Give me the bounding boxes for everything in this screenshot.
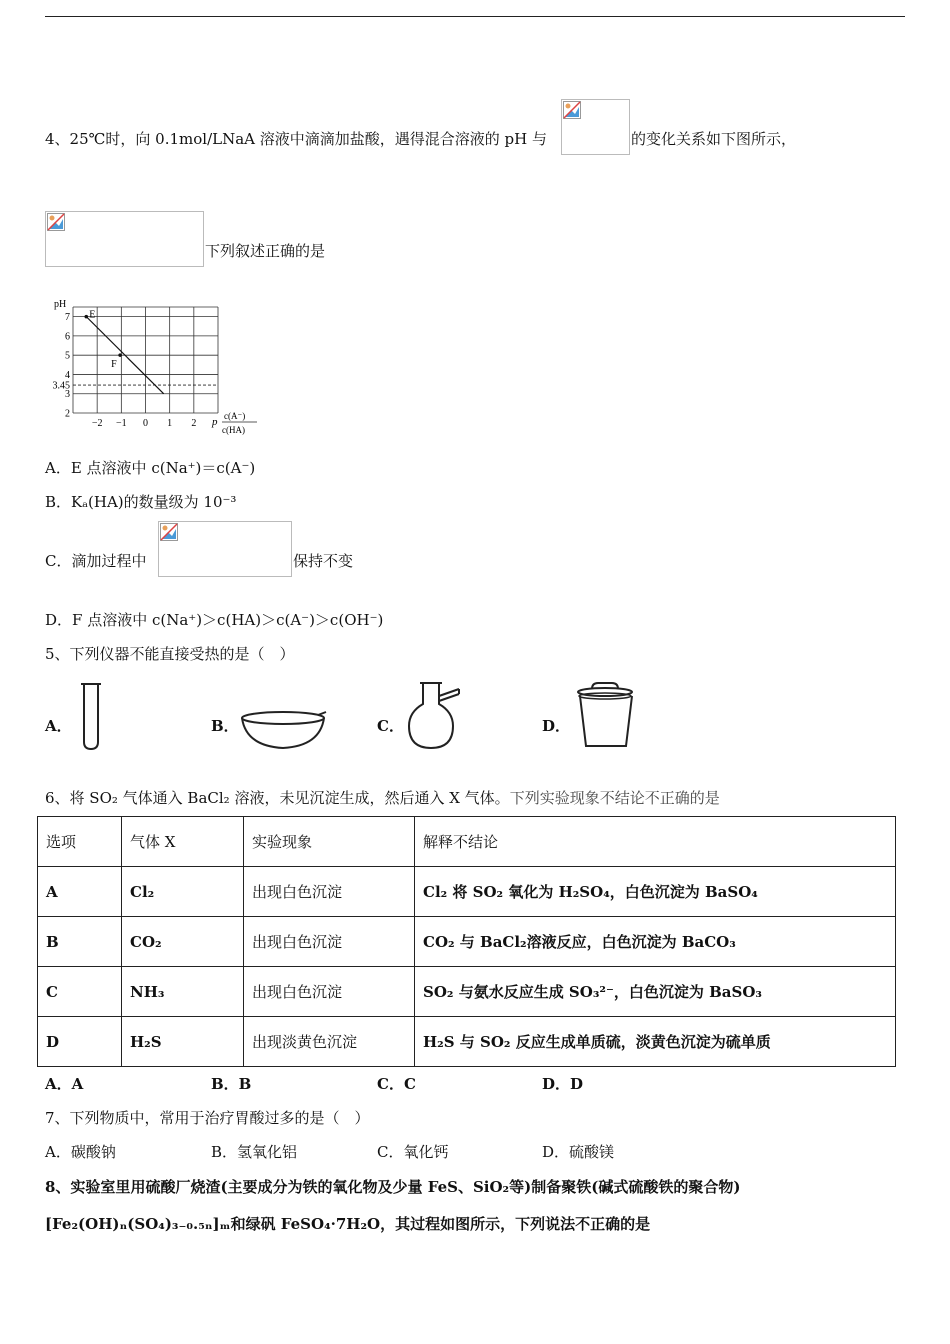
q6-stem-a: 6、将 SO₂ 气体通入 BaCl₂ 溶液，未见沉淀生成，然后通入 X 气体。 — [45, 789, 510, 807]
top-rule — [45, 16, 905, 17]
evaporating-dish-icon — [238, 706, 328, 754]
y-tick-label: 3 — [65, 389, 70, 401]
x-tick-label: 1 — [167, 418, 173, 429]
q4-stem-b: 的变化关系如下图所示， — [631, 130, 797, 148]
q7-stem: 7、下列物质中，常用于治疗胃酸过多的是（ ） — [45, 1109, 370, 1127]
table-header: 实验现象 — [244, 817, 415, 867]
crucible-icon — [570, 682, 642, 754]
table-row — [38, 1017, 896, 1067]
data-point — [84, 315, 88, 319]
broken-image-icon — [561, 99, 630, 155]
table-cell: 出现白色沉淀 — [244, 967, 415, 1017]
q5-label-d: D． — [542, 717, 571, 735]
y-tick-label: 3.45 — [52, 380, 70, 392]
table-cell: Cl₂ 将 SO₂ 氧化为 H₂SO₄，白色沉淀为 BaSO₄ — [415, 867, 896, 917]
round-bottom-flask-icon — [403, 680, 473, 752]
table-header: 解释不结论 — [415, 817, 896, 867]
table-row — [38, 867, 896, 917]
q6-stem — [45, 787, 720, 808]
y-axis-label: pH — [54, 299, 67, 310]
q4-option-c-b: 保持不变 — [293, 552, 354, 570]
table-cell: A — [38, 867, 122, 917]
q6-stem-b: 下列实验现象不结论不正确的是 — [509, 789, 720, 807]
x-tick-label: −1 — [116, 418, 127, 429]
table-cell: H₂S — [122, 1017, 244, 1067]
table-cell: CO₂ — [122, 917, 244, 967]
x-axis-label-p: p — [212, 416, 218, 428]
table-cell: SO₂ 与氨水反应生成 SO₃²⁻，白色沉淀为 BaSO₃ — [415, 967, 896, 1017]
broken-image-icon — [45, 211, 204, 267]
table-header: 气体 X — [122, 817, 244, 867]
q7-answer-a: A．碳酸钠 — [45, 1143, 116, 1161]
x-tick-label: 2 — [191, 418, 197, 429]
q6-answer-b: B．B — [211, 1075, 252, 1093]
table-cell: D — [38, 1017, 122, 1067]
table-cell: C — [38, 967, 122, 1017]
q5-stem: 5、下列仪器不能直接受热的是（ ） — [45, 645, 295, 663]
table-cell: 出现淡黄色沉淀 — [244, 1017, 415, 1067]
point-label: F — [111, 359, 117, 371]
table-cell: 出现白色沉淀 — [244, 917, 415, 967]
q5-label-a: A． — [45, 717, 72, 735]
q6-answer-c: C．C — [377, 1075, 416, 1093]
y-tick-label: 4 — [65, 369, 70, 381]
table-cell: 出现白色沉淀 — [244, 867, 415, 917]
q5-label-b: B． — [211, 717, 239, 735]
y-tick-label: 7 — [65, 312, 70, 324]
q4-stem-a: 4、25℃时，向 0.1mol/LNaA 溶液中滴滴加盐酸，遇得混合溶液的 pH 与 — [45, 130, 547, 148]
table-header: 选项 — [38, 817, 122, 867]
y-tick-label: 6 — [65, 331, 70, 343]
q6-table — [37, 816, 896, 1067]
q4-option-a: A．E 点溶液中 c(Na⁺)＝c(A⁻) — [45, 459, 256, 477]
table-cell: NH₃ — [122, 967, 244, 1017]
q8-stem-b: [Fe₂(OH)ₙ(SO₄)₃₋₀.₅ₙ]ₘ和绿矾 FeSO₄·7H₂O，其过程如图所示，下列说法不正确的是 — [45, 1215, 651, 1233]
q8-stem-a: 8、实验室里用硫酸厂烧渣(主要成分为铁的氧化物及少量 FeS、SiO₂等)制备聚铁(碱式硫酸铁的聚合物) — [45, 1178, 741, 1196]
q7-answer-c: C．氧化钙 — [377, 1143, 449, 1161]
q7-answer-d: D．硫酸镁 — [542, 1143, 615, 1161]
y-tick-label: 5 — [65, 350, 70, 362]
point-label: E — [89, 309, 96, 321]
q6-answer-d: D．D — [542, 1075, 584, 1093]
x-tick-label: −2 — [91, 418, 103, 429]
test-tube-icon — [76, 680, 106, 752]
q4-option-c-a: C．滴加过程中 — [45, 552, 147, 570]
table-cell: B — [38, 917, 122, 967]
q4-stem-c: 下列叙述正确的是 — [205, 242, 326, 260]
q4-option-b: B．Kₐ(HA)的数量级为 10⁻³ — [45, 493, 237, 511]
table-cell: H₂S 与 SO₂ 反应生成单质硫，淡黄色沉淀为硫单质 — [415, 1017, 896, 1067]
q4-option-d: D．F 点溶液中 c(Na⁺)＞c(HA)＞c(A⁻)＞c(OH⁻) — [45, 611, 384, 629]
x-tick-label: 0 — [143, 418, 148, 429]
table-cell: CO₂ 与 BaCl₂溶液反应，白色沉淀为 BaCO₃ — [415, 917, 896, 967]
broken-image-icon — [158, 521, 292, 577]
data-point — [118, 353, 122, 357]
ph-chart — [40, 295, 270, 445]
q7-answer-b: B．氢氧化铝 — [211, 1143, 298, 1161]
q6-answer-a: A．A — [45, 1075, 84, 1093]
table-row — [38, 917, 896, 967]
table-header-row — [38, 817, 896, 867]
table-cell: Cl₂ — [122, 867, 244, 917]
q5-label-c: C． — [377, 717, 404, 735]
y-tick-label: 2 — [65, 408, 70, 420]
table-row — [38, 967, 896, 1017]
x-axis-label-den: c(HA) — [222, 425, 245, 435]
x-axis-label-num: c(A⁻) — [224, 411, 246, 421]
